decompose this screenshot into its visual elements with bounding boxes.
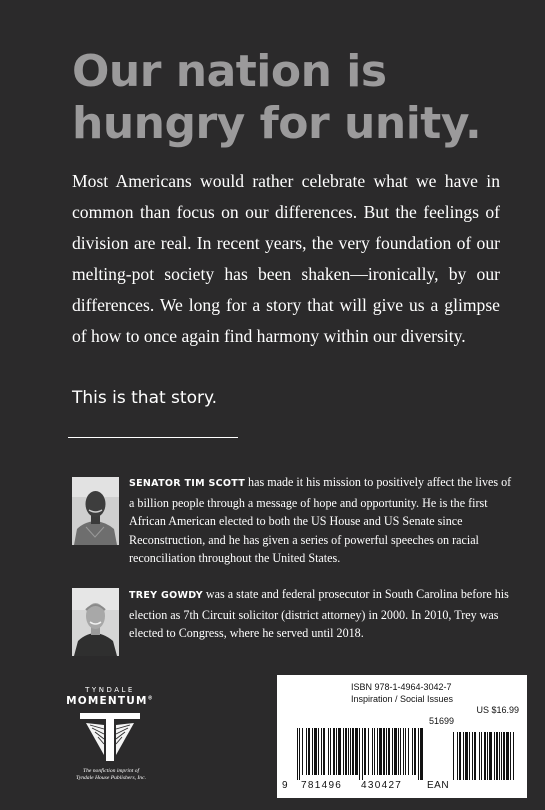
imprint-line-2: Tyndale House Publishers, Inc.	[76, 775, 146, 781]
category: Inspiration / Social Issues	[351, 693, 454, 704]
author-bio-text: was a state and federal prosecutor in South Carolina before his election as 7th Circuit solicitor (district attorney) in 2000. In 2010, Trey was elected to Congress, where he served until 2018.	[129, 587, 509, 640]
tagline: This is that story.	[72, 388, 218, 408]
headline	[72, 46, 512, 150]
headline-line-2: hungry for unity.	[72, 98, 482, 149]
headline-line-1: Our nation is	[72, 46, 387, 97]
author-bio-text: has made it his mission to positively affect the lives of a billion people through a message of hope and opportunity. He is the first African American elected to both the US House and US Senate since Reconstruction, and he has given a series of powerful speeches on racial reconciliation throughout the United States.	[129, 475, 512, 565]
author-photo-trey-gowdy	[72, 588, 119, 656]
price: US $16.99	[476, 705, 519, 715]
divider-rule	[68, 437, 238, 438]
isbn: ISBN 978-1-4964-3042-7	[351, 682, 452, 692]
barcode-digit-lead: 9	[282, 780, 289, 791]
author-bio-trey-gowdy	[129, 585, 519, 643]
imprint-line-1: The nonfiction imprint of	[82, 768, 140, 774]
registered-mark: ®	[147, 695, 154, 702]
logo-momentum	[60, 695, 160, 707]
barcode-digits-left: 781496	[301, 780, 343, 791]
logo-momentum-text: MOMENTUM	[66, 695, 148, 707]
author-bio-tim-scott	[129, 473, 519, 568]
barcode-bars-icon	[283, 728, 523, 780]
intro-paragraph: Most Americans would rather celebrate what we have in common than focus on our differences. But the feelings of division are real. In recent years, the very foundation of our melting-pot society has been shaken—ironically, by our differences. We long for a story that will give us a glimpse of how to once again find harmony within our diversity.	[72, 171, 500, 346]
barcode-digits-right: 430427	[361, 780, 403, 791]
momentum-logo-mark-icon	[78, 711, 142, 763]
barcode-box	[277, 675, 527, 798]
barcode-ean-label: EAN	[427, 780, 450, 791]
price-code: 51699	[429, 716, 455, 726]
publisher-logo	[60, 686, 160, 763]
author-name: SENATOR TIM SCOTT	[129, 478, 246, 489]
logo-tyndale: TYNDALE	[85, 686, 135, 694]
author-photo-tim-scott	[72, 477, 119, 545]
author-name: TREY GOWDY	[129, 590, 203, 601]
barcode-metadata	[351, 682, 519, 726]
imprint-text	[52, 768, 170, 782]
